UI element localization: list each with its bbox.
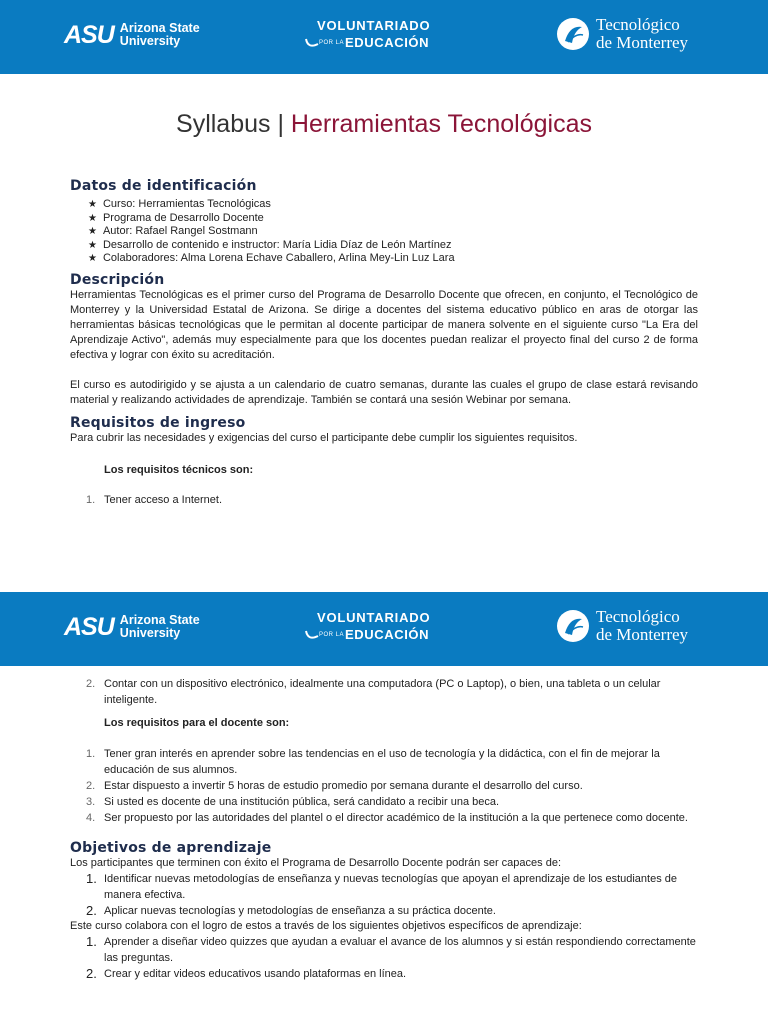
list-item: ★ Autor: Rafael Rangel Sostmann xyxy=(88,225,698,239)
page-title: Syllabus | Herramientas Tecnológicas xyxy=(176,110,592,138)
list-item: 4. Ser propuesto por las autoridades del plantel o el director académico de la institución a la que pertenece como docente. xyxy=(86,812,688,824)
docente-subheading: Los requisitos para el docente son: xyxy=(104,717,290,729)
page-1-content xyxy=(70,104,698,508)
asu-logo xyxy=(64,614,200,640)
list-item: 2. Crear y editar videos educativos usando plataformas en línea. xyxy=(86,966,407,981)
voluntariado-logo: VOLUNTARIADO POR LA EDUCACIÓN xyxy=(305,18,430,50)
header-banner-page2 xyxy=(0,592,768,666)
list-item: ★ Programa de Desarrollo Docente xyxy=(88,212,698,226)
requisitos-intro: Para cubrir las necesidades y exigencias del curso el participante debe cumplir los siguientes requisitos. xyxy=(70,431,578,444)
descripcion-p2: El curso es autodirigido y se ajusta a un calendario de cuatro semanas, durante las cuales el grupo de clase estará revisando material y realizando actividades de aprendizaje. También se contará una sesión Webinar por semana. xyxy=(70,378,698,406)
objetivos-specific-list xyxy=(70,934,698,982)
asu-mark: ASU xyxy=(64,612,114,641)
tech-list-continued xyxy=(70,676,698,708)
list-item: 2. Contar con un dispositivo electrónico, idealmente una computadora (PC o Laptop), o bien, una tableta o un celular inteligente. xyxy=(86,678,661,706)
list-item: 3. Si usted es docente de una institución pública, será candidato a recibir una beca. xyxy=(86,796,500,808)
swoosh-icon xyxy=(305,36,319,50)
requisitos-heading: Requisitos de ingreso xyxy=(70,414,246,431)
swoosh-icon xyxy=(305,628,319,642)
tech-list xyxy=(70,492,698,508)
list-item: ★ Curso: Herramientas Tecnológicas xyxy=(88,198,698,212)
list-item: 1. Tener acceso a Internet. xyxy=(86,493,223,506)
descripcion-p1: Herramientas Tecnológicas es el primer curso del Programa de Desarrollo Docente que ofrecen, en conjunto, el Tecnológico de Monterrey y la Universidad Estatal de Arizona. Se dirige a docentes del sistema educativo público en aras de otorgar las herramientas básicas tecnológicas que le permitan al docente participar de manera solvente en el siguiente curso "La Era del Aprendizaje Activo", además muy especialmente para que los docentes puedan realizar el proyecto final del curso 2 de forma efectiva y lograr con éxito su acreditación. xyxy=(70,288,698,361)
objetivos-intro2: Este curso colabora con el logro de estos a través de los siguientes objetivos específicos de aprendizaje: xyxy=(70,920,582,932)
page-2-content xyxy=(70,676,698,982)
descripcion-heading: Descripción xyxy=(70,271,165,288)
header-banner xyxy=(0,0,768,74)
list-item: 1. Aprender a diseñar video quizzes que ayudan a evaluar el avance de los alumnos y si están respondiendo correctamente las preguntas. xyxy=(86,934,696,964)
ident-list xyxy=(88,198,698,266)
tec-seal-icon xyxy=(556,609,590,643)
tec-logo: Tecnológico de Monterrey xyxy=(556,16,688,52)
tech-subheading: Los requisitos técnicos son: xyxy=(104,463,254,476)
list-item: 1. Tener gran interés en aprender sobre las tendencias en el uso de tecnología y la didáctica, con el fin de mejorar la educación de sus alumnos. xyxy=(86,748,660,776)
list-item: 2. Aplicar nuevas tecnologías y metodologías de enseñanza a su práctica docente. xyxy=(86,903,496,918)
voluntariado-logo: VOLUNTARIADO POR LA EDUCACIÓN xyxy=(305,610,430,642)
list-item: ★ Colaboradores: Alma Lorena Echave Caballero, Arlina Mey-Lin Luz Lara xyxy=(88,252,698,266)
objetivos-intro: Los participantes que terminen con éxito el Programa de Desarrollo Docente podrán ser capaces de: xyxy=(70,857,561,869)
list-item: 2. Estar dispuesto a invertir 5 horas de estudio promedio por semana durante el desarrollo del curso. xyxy=(86,780,583,792)
asu-mark: ASU xyxy=(64,20,114,49)
objetivos-heading: Objetivos de aprendizaje xyxy=(70,840,272,856)
docente-list xyxy=(70,746,698,826)
asu-logo xyxy=(64,22,200,48)
tec-logo: Tecnológico de Monterrey xyxy=(556,608,688,644)
ident-heading: Datos de identificación xyxy=(70,178,257,194)
list-item: 1. Identificar nuevas metodologías de enseñanza y nuevas tecnologías que apoyan el aprendizaje de los estudiantes de manera efectiva. xyxy=(86,871,678,901)
objetivos-general-list xyxy=(70,871,698,919)
asu-name: Arizona State University xyxy=(119,21,200,48)
list-item: ★ Desarrollo de contenido e instructor: María Lidia Díaz de León Martínez xyxy=(88,239,698,253)
asu-name: Arizona State University xyxy=(119,613,200,640)
tec-seal-icon xyxy=(556,17,590,51)
